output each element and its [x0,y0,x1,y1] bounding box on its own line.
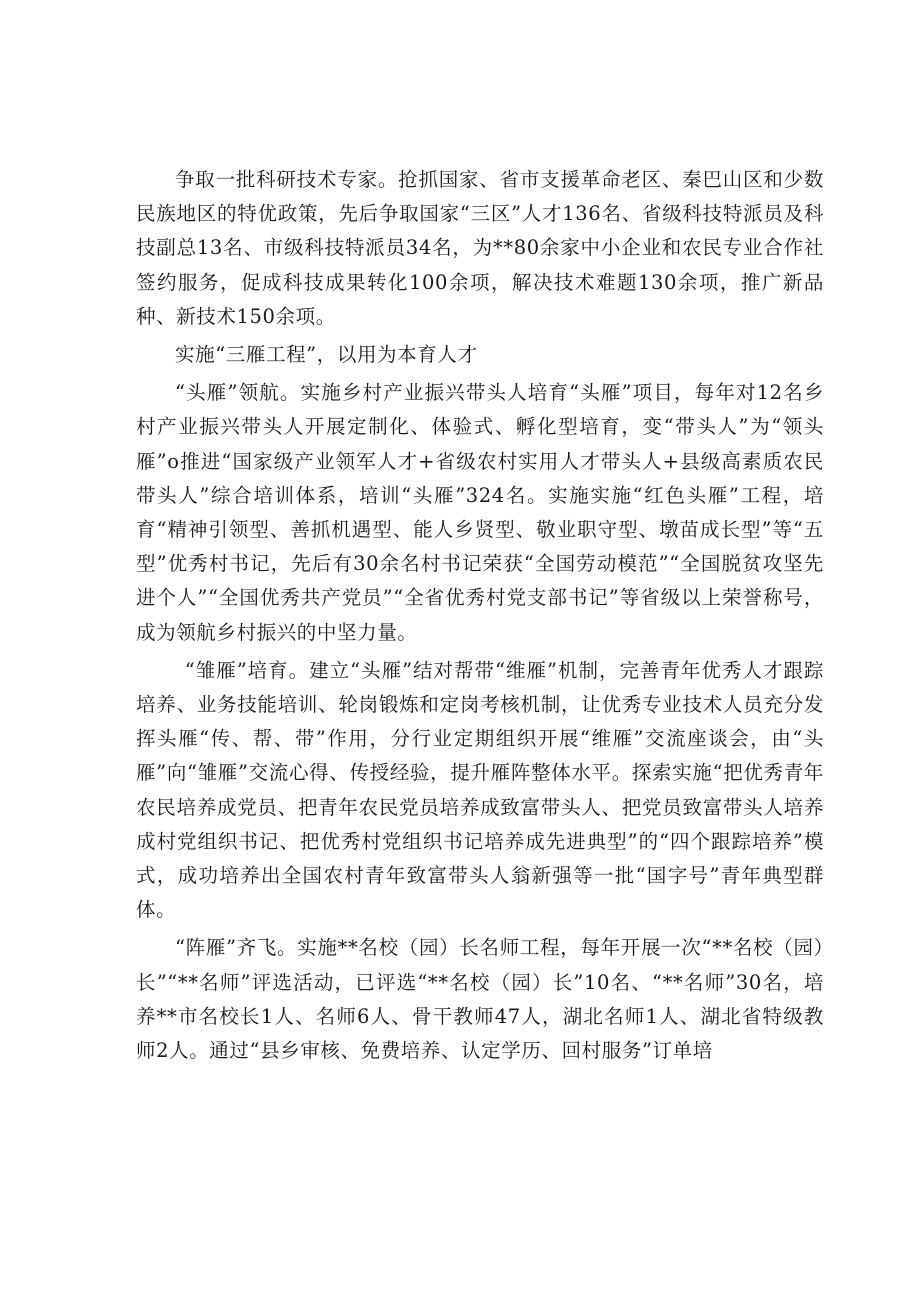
paragraph-lead-goose: “头雁”领航。实施乡村产业振兴带头人培育“头雁”项目，每年对12名乡村产业振兴带头人开展定制化、体验式、孵化型培育，变“带头人”为“领头雁”o推进“国家级产业领军人才+省级农村实用人才带头人+县级高素质农民带头人”综合培训体系，培训“头雁”324名。实施实施“红色头雁”工程，培育“精神引领型、善抓机遇型、能人乡贤型、敬业职守型、墩苗成长型”等“五型”优秀村书记，先后有30余名村书记荣获“全国劳动模范”“全国脱贫攻坚先进个人”“全国优秀共产党员”“全省优秀村党支部书记”等省级以上荣誉称号，成为领航乡村振兴的中坚力量。 [136,381,824,644]
paragraph-talent-experts: 争取一批科研技术专家。抢抓国家、省市支援革命老区、秦巴山区和少数民族地区的特优政策，先后争取国家“三区”人才136名、省级科技特派员及科技副总13名、市级科技特派员34名，为**80余家中小企业和农民专业合作社签约服务，促成科技成果转化100余项，解决技术难题130余项，推广新品种、新技术150余项。 [136,168,824,328]
section-heading-three-geese: 实施“三雁工程”，以用为本育人才 [175,343,478,367]
paragraph-formation-goose: “阵雁”齐飞。实施**名校（园）长名师工程，每年开展一次“**名校（园）长”“**名师”评选活动，已评选“**名校（园）长”10名、“**名师”30名，培养**市名校长1人、名师6人、骨干教师47人，湖北名师1人、湖北省特级教师2人。通过“县乡审核、免费培养、认定学历、回村服务”订单培 [136,936,824,1063]
paragraph-young-goose: “雏雁”培育。建立“头雁”结对帮带“维雁”机制，完善青年优秀人才跟踪培养、业务技能培训、轮岗锻炼和定岗考核机制，让优秀专业技术人员充分发挥头雁“传、帮、带”作用，分行业定期组织开展“维雁”交流座谈会，由“头雁”向“雏雁”交流心得、传授经验，提升雁阵整体水平。探索实施“把优秀青年农民培养成党员、把青年农民党员培养成致富带头人、把党员致富带头人培养成村党组织书记、把优秀村党组织书记培养成先进典型”的“四个跟踪培养”模式，成功培养出全国农村青年致富带头人翁新强等一批“国字号”青年典型群体。 [136,658,824,922]
document-body [136,163,824,1068]
